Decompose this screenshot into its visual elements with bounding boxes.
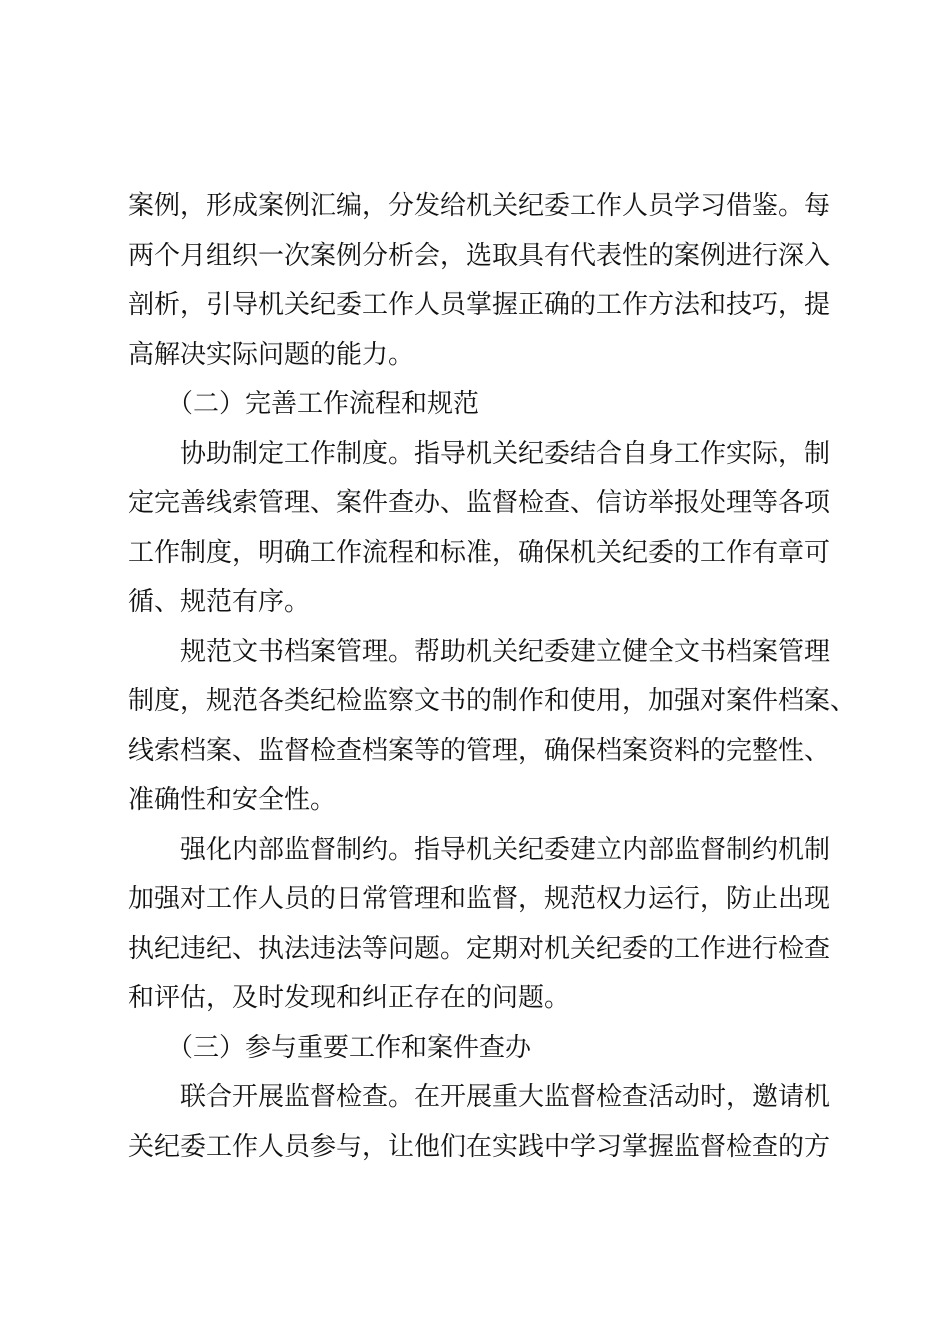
body-text	[128, 182, 857, 1172]
text-line: 循、规范有序。	[128, 587, 311, 617]
text-line: 规范文书档案管理。帮助机关纪委建立健全文书档案管理	[128, 636, 831, 667]
text-line: 准确性和安全性。	[128, 785, 337, 815]
text-line: 加强对工作人员的日常管理和监督，规范权力运行，防止出现	[128, 884, 831, 914]
text-line: 定完善线索管理、案件查办、监督检查、信访举报处理等各项	[128, 488, 831, 518]
text-line: 和评估，及时发现和纠正存在的问题。	[128, 983, 571, 1013]
section-heading: （三）参与重要工作和案件查办	[128, 1032, 532, 1063]
text-line: 两个月组织一次案例分析会，选取具有代表性的案例进行深入	[128, 240, 831, 271]
text-line: 制度，规范各类纪检监察文书的制作和使用，加强对案件档案、	[128, 686, 857, 716]
text-line: 案例，形成案例汇编，分发给机关纪委工作人员学习借鉴。每	[128, 191, 831, 221]
text-line: 关纪委工作人员参与，让他们在实践中学习掌握监督检查的方	[128, 1131, 831, 1162]
text-line: 线索档案、监督检查档案等的管理，确保档案资料的完整性、	[128, 735, 831, 766]
text-line: 联合开展监督检查。在开展重大监督检查活动时，邀请机	[128, 1082, 831, 1112]
section-heading: （二）完善工作流程和规范	[128, 389, 480, 419]
text-line: 协助制定工作制度。指导机关纪委结合自身工作实际，制	[128, 438, 831, 469]
text-line: 高解决实际问题的能力。	[128, 339, 415, 370]
text-line: 强化内部监督制约。指导机关纪委建立内部监督制约机制	[128, 834, 831, 865]
text-line: 剖析，引导机关纪委工作人员掌握正确的工作方法和技巧，提	[128, 290, 831, 320]
text-line: 执纪违纪、执法违法等问题。定期对机关纪委的工作进行检查	[128, 933, 831, 964]
text-line: 工作制度，明确工作流程和标准，确保机关纪委的工作有章可	[128, 537, 831, 568]
